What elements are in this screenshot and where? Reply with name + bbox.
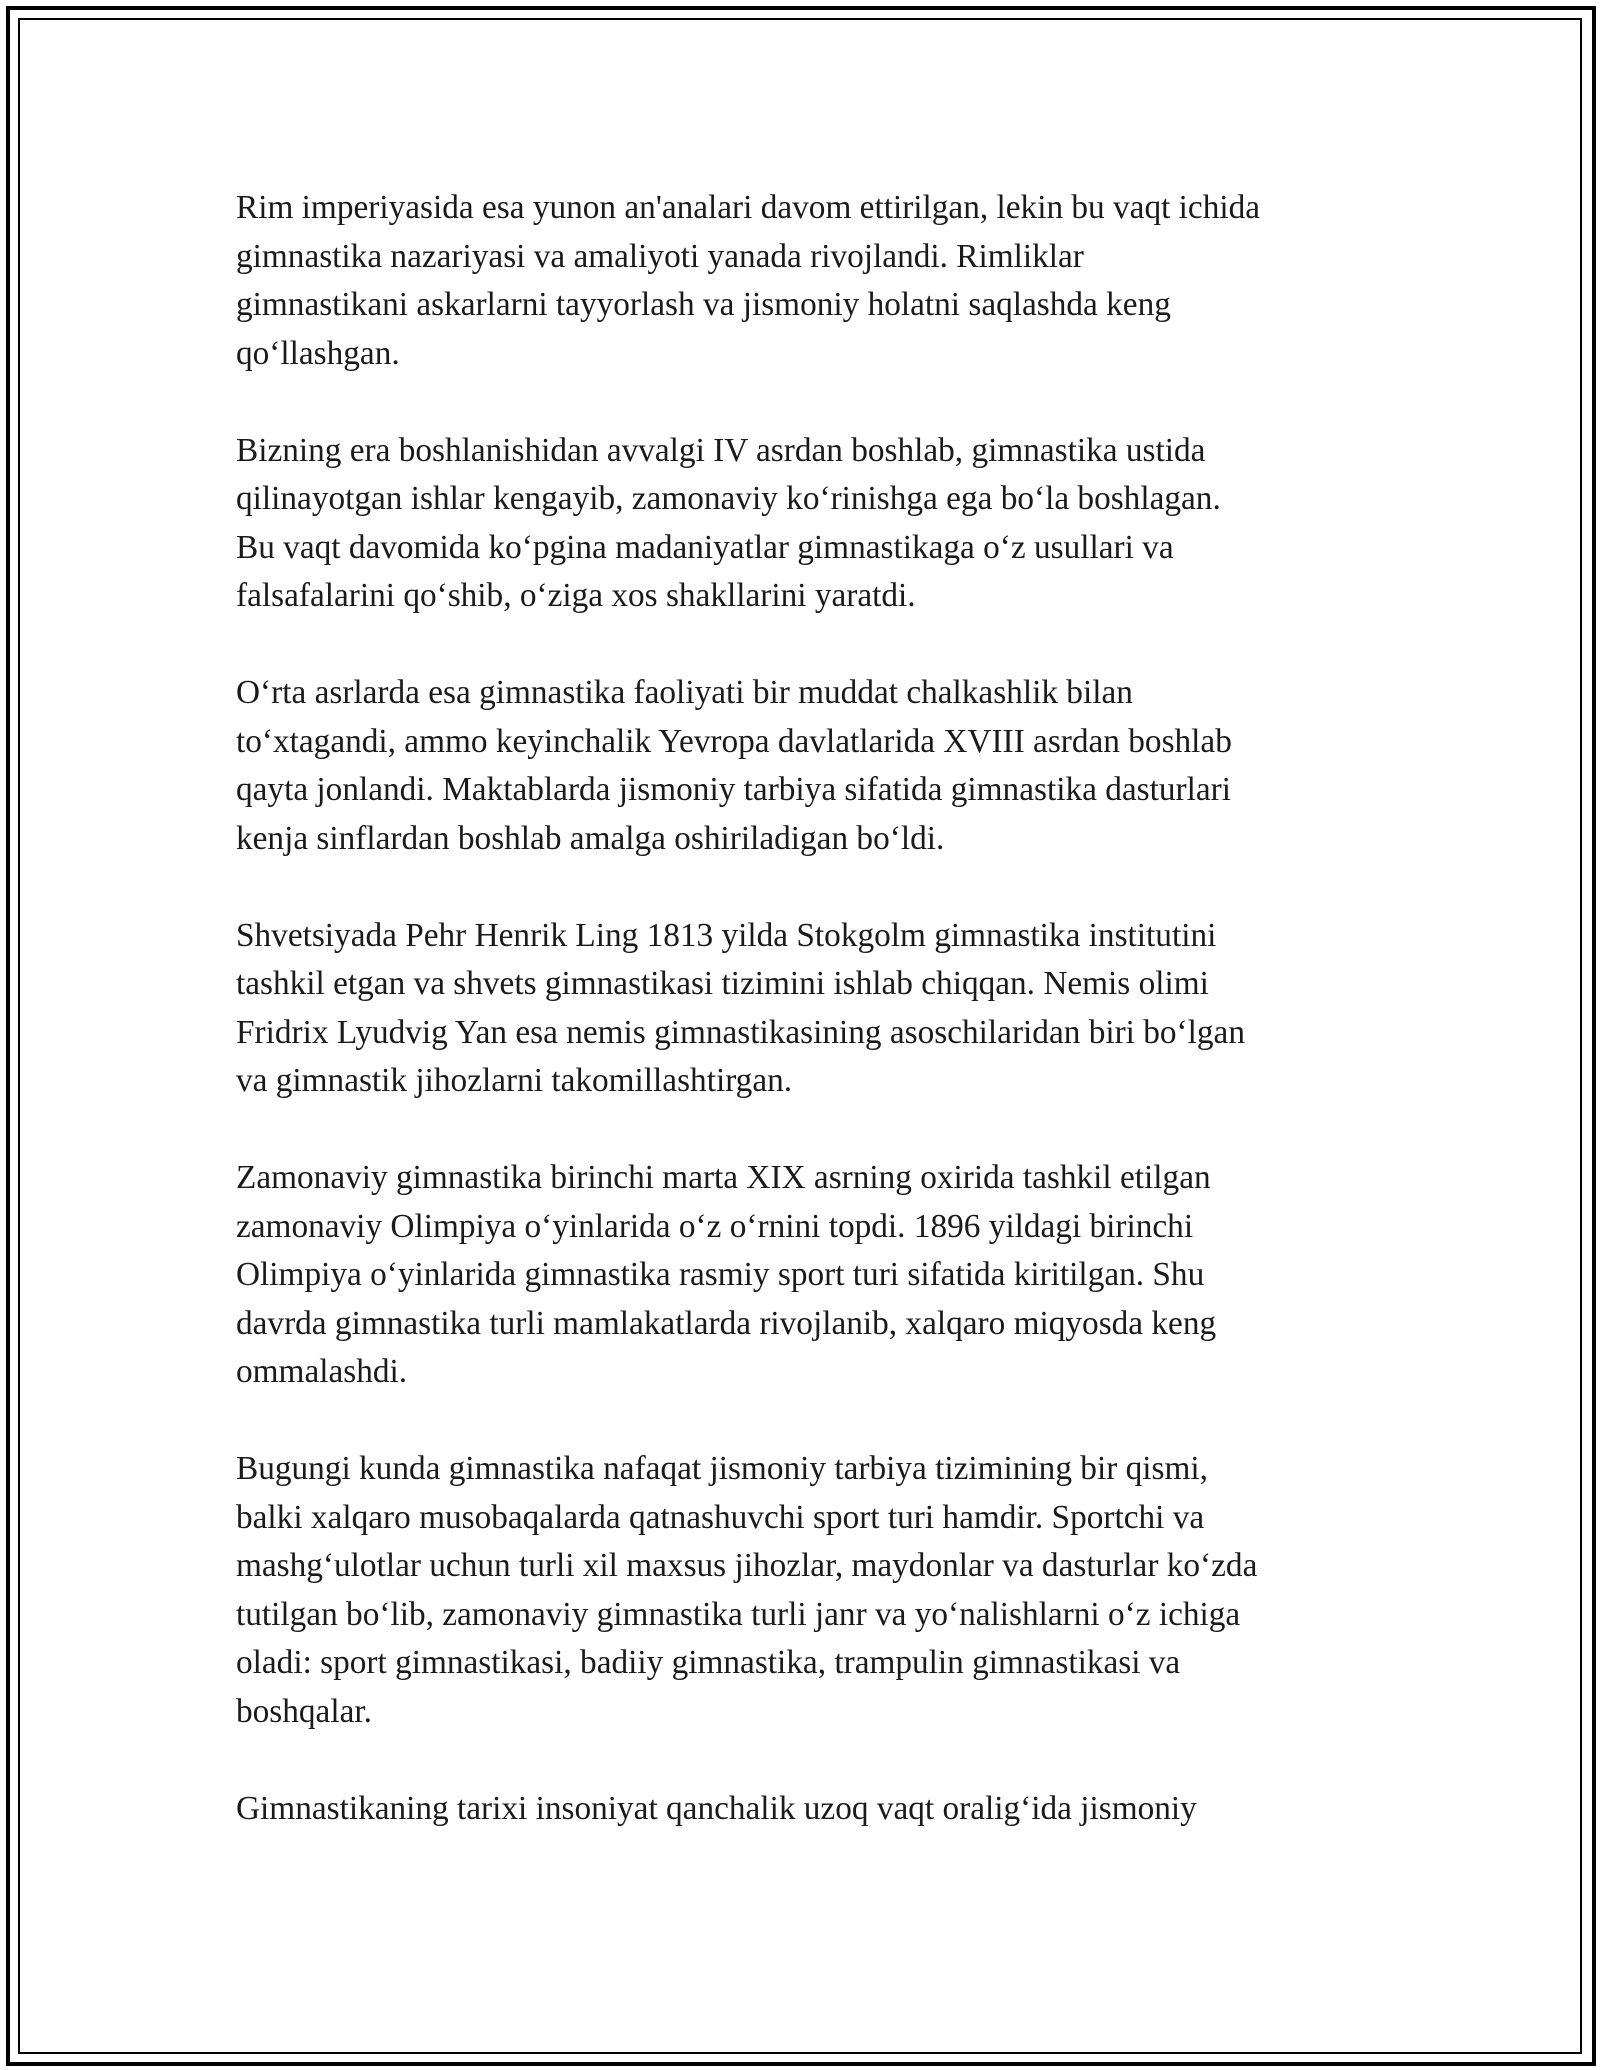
paragraph-line: mashg‘ulotlar uchun turli xil maxsus jihozlar, maydonlar va dasturlar ko‘zda: [236, 1547, 1258, 1584]
paragraph-line: gimnastikani askarlarni tayyorlash va jismoniy holatni saqlashda keng: [236, 286, 1171, 323]
paragraph-line: zamonaviy Olimpiya o‘yinlarida o‘z o‘rnini topdi. 1896 yildagi birinchi: [236, 1207, 1194, 1245]
paragraph-line: Zamonaviy gimnastika birinchi marta XIX asrning oxirida tashkil etilgan: [236, 1159, 1211, 1196]
paragraph-line: Shvetsiyada Pehr Henrik Ling 1813 yilda Stokgolm gimnastika institutini: [236, 916, 1217, 954]
paragraph-line: Fridrix Lyudvig Yan esa nemis gimnastikasining asoschilaridan biri bo‘lgan: [236, 1013, 1245, 1051]
paragraph-line: ommalashdi.: [236, 1353, 408, 1390]
paragraph-line: kenja sinflardan boshlab amalga oshiriladigan bo‘ldi.: [236, 819, 945, 857]
paragraph-line: falsafalarini qo‘shib, o‘ziga xos shakllarini yaratdi.: [236, 577, 916, 614]
paragraph-2: [236, 427, 1366, 621]
paragraph-7: [236, 1785, 1366, 1834]
paragraph-line: oladi: sport gimnastikasi, badiiy gimnastika, trampulin gimnastikasi va: [236, 1644, 1181, 1681]
paragraph-line: to‘xtagandi, ammo keyinchalik Yevropa davlatlarida XVIII asrdan boshlab: [236, 722, 1232, 760]
paragraph-5: [236, 1154, 1366, 1397]
paragraph-line: Olimpiya o‘yinlarida gimnastika rasmiy sport turi sifatida kiritilgan. Shu: [236, 1256, 1205, 1293]
paragraph-line: O‘rta asrlarda esa gimnastika faoliyati bir muddat chalkashlik bilan: [236, 674, 1133, 711]
paragraph-line: Bugungi kunda gimnastika nafaqat jismoniy tarbiya tizimining bir qismi,: [236, 1450, 1208, 1487]
paragraph-line: va gimnastik jihozlarni takomillashtirgan.: [236, 1062, 793, 1099]
paragraph-line: gimnastika nazariyasi va amaliyoti yanada rivojlandi. Rimliklar: [236, 237, 1084, 275]
paragraph-1: [236, 184, 1366, 378]
paragraph-line: qo‘llashgan.: [236, 334, 400, 372]
paragraph-3: [236, 669, 1366, 863]
paragraph-line: Rim imperiyasida esa yunon an'analari davom ettirilgan, lekin bu vaqt ichida: [236, 189, 1261, 226]
paragraph-line: Bizning era boshlanishidan avvalgi IV asrdan boshlab, gimnastika ustida: [236, 431, 1206, 469]
paragraph-line: Bu vaqt davomida ko‘pgina madaniyatlar gimnastikaga o‘z usullari va: [236, 528, 1174, 566]
paragraph-line: qilinayotgan ishlar kengayib, zamonaviy ko‘rinishga ega bo‘la boshlagan.: [236, 480, 1221, 517]
paragraph-line: Gimnastikaning tarixi insoniyat qanchalik uzoq vaqt oralig‘ida jismoniy: [236, 1789, 1197, 1827]
paragraph-line: qayta jonlandi. Maktablarda jismoniy tarbiya sifatida gimnastika dasturlari: [236, 771, 1231, 808]
paragraph-line: boshqalar.: [236, 1692, 372, 1730]
paragraph-line: tutilgan bo‘lib, zamonaviy gimnastika turli janr va yo‘nalishlarni o‘z ichiga: [236, 1595, 1241, 1633]
paragraph-4: [236, 912, 1366, 1106]
paragraph-line: tashkil etgan va shvets gimnastikasi tizimini ishlab chiqqan. Nemis olimi: [236, 965, 1209, 1002]
document-body: [236, 184, 1366, 1882]
paragraph-6: [236, 1445, 1366, 1736]
paragraph-line: balki xalqaro musobaqalarda qatnashuvchi sport turi hamdir. Sportchi va: [236, 1498, 1205, 1536]
paragraph-line: davrda gimnastika turli mamlakatlarda rivojlanib, xalqaro miqyosda keng: [236, 1304, 1217, 1342]
